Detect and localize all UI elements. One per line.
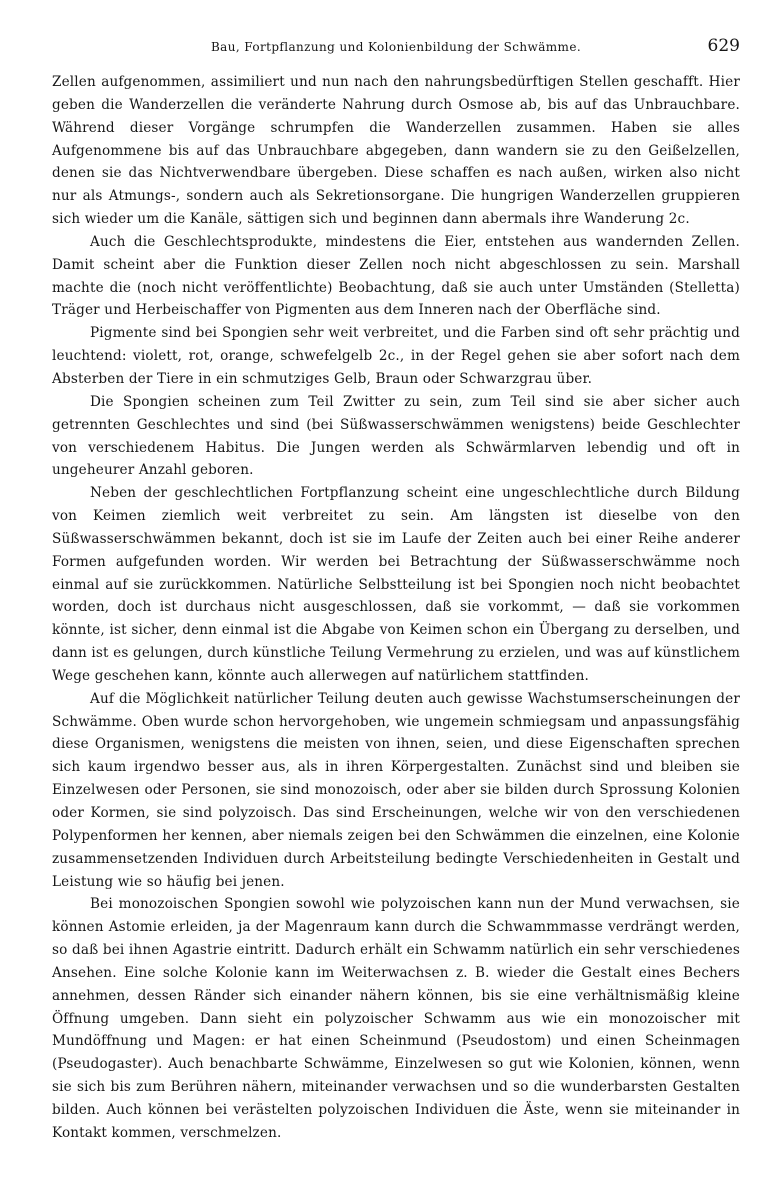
paragraph: Auf die Möglichkeit natürlicher Teilung deuten auch gewisse Wachstumserscheinungen der Schwämme. Oben wurde schon hervorgehoben, wie ungemein schmiegsam und anpassungsfähig diese Organismen, wenigstens die meisten von ihnen, seien, und diese Eigenschaften sprechen sich kaum irgendwo besser aus, als in ihren Körpergestalten. Zunächst sind und bleiben sie Einzelwesen oder Personen, sie sind monozoisch, oder aber sie bilden durch Sprossung Kolonien oder Kormen, sie sind polyzoisch. Das sind Erscheinungen, welche wir von den verschiedenen Polypenformen her kennen, aber niemals zeigen bei den Schwämmen die einzelnen, eine Kolonie zusammensetzenden Individuen durch Arbeitsteilung bedingte Verschiedenheiten in Gestalt und Leistung wie so häufig bei jenen. bbox=[52, 690, 740, 890]
paragraph: Zellen aufgenommen, assimiliert und nun nach den nahrungsbedürftigen Stellen geschafft. Hier geben die Wanderzellen die veränderte Nahrung durch Osmose ab, bis auf das Unbrauchbare. Während dieser Vorgänge schrumpfen die Wanderzellen zusammen. Haben sie alles Aufgenommene bis auf das Unbrauchbare abgegeben, dann wandern sie zu den Geißelzellen, denen sie das Nichtverwendbare übergeben. Diese schaffen es nach außen, wirken also nicht nur als Atmungs-, sondern auch als Sekretionsorgane. Die hungrigen Wanderzellen gruppieren sich wieder um die Kanäle, sättigen sich und beginnen dann abermals ihre Wanderung 2c. bbox=[52, 74, 740, 228]
paragraph: Bei monozoischen Spongien sowohl wie polyzoischen kann nun der Mund verwachsen, sie können Astomie erleiden, ja der Magenraum kann durch die Schwammmasse verdrängt werden, so daß bei ihnen Agastrie eintritt. Dadurch erhält ein Schwamm natürlich ein sehr verschiedenes Ansehen. Eine solche Kolonie kann im Weiterwachsen z. B. wieder die Gestalt eines Bechers annehmen, dessen Ränder sich einander nähern können, bis sie eine verhältnismäßig kleine Öffnung umgeben. Dann sieht ein polyzoischer Schwamm aus wie ein monozoischer mit Mundöffnung und Magen: er hat einen Scheinmund (Pseudostom) und einen Scheinmagen (Pseudogaster). Auch benachbarte Schwämme, Einzelwesen so gut wie Kolonien, können, wenn sie sich bis zum Berühren nähern, miteinander verwachsen und so die wunderbarsten Gestalten bilden. Auch können bei verästelten polyzoischen Individuen die Äste, wenn sie miteinander in Kontakt kommen, verschmelzen. bbox=[52, 896, 740, 1141]
body-text bbox=[52, 71, 740, 1145]
page-header bbox=[52, 36, 740, 64]
paragraph: Pigmente sind bei Spongien sehr weit verbreitet, und die Farben sind oft sehr prächtig und leuchtend: violett, rot, orange, schwefelgelb 2c., in der Regel gehen sie aber sofort nach dem Absterben der Tiere in ein schmutziges Gelb, Braun oder Schwarzgrau über. bbox=[52, 325, 740, 387]
paragraph: Die Spongien scheinen zum Teil Zwitter zu sein, zum Teil sind sie aber sicher auch getrennten Geschlechtes und sind (bei Süßwasserschwämmen wenigstens) beide Geschlechter von verschiedenem Habitus. Die Jungen werden als Schwärmlarven lebendig und oft in ungeheurer Anzahl geboren. bbox=[52, 393, 740, 479]
running-title: Bau, Fortpflanzung und Kolonienbildung der Schwämme. bbox=[210, 40, 582, 54]
page-number: 629 bbox=[707, 36, 740, 56]
paragraph: Auch die Geschlechtsprodukte, mindestens die Eier, entstehen aus wandernden Zellen. Damit scheint aber die Funktion dieser Zellen noch nicht abgeschlossen zu sein. Marshall machte die (noch nicht veröffentlichte) Beobachtung, daß sie auch unter Umständen (Stelletta) Träger und Herbeischaffer von Pigmenten aus dem Inneren nach der Oberfläche sind. bbox=[52, 233, 740, 319]
paragraph: Neben der geschlechtlichen Fortpflanzung scheint eine ungeschlechtliche durch Bildung von Keimen ziemlich weit verbreitet zu sein. Am längsten ist dieselbe von den Süßwasserschwämmen bekannt, doch ist sie im Laufe der Zeiten auch bei einer Reihe anderer Formen aufgefunden worden. Wir werden bei Betrachtung der Süßwasserschwämme noch einmal auf sie zurückkommen. Natürliche Selbstteilung ist bei Spongien noch nicht beobachtet worden, doch ist durchaus nicht ausgeschlossen, daß sie vorkommt, — daß sie vorkommen könnte, ist sicher, denn einmal ist die Abgabe von Keimen schon ein Übergang zu derselben, und dann ist es gelungen, durch künstliche Teilung Vermehrung zu erzielen, und was auf künstlichem Wege geschehen kann, könnte auch allerwegen auf natürlichem stattfinden. bbox=[52, 485, 740, 684]
